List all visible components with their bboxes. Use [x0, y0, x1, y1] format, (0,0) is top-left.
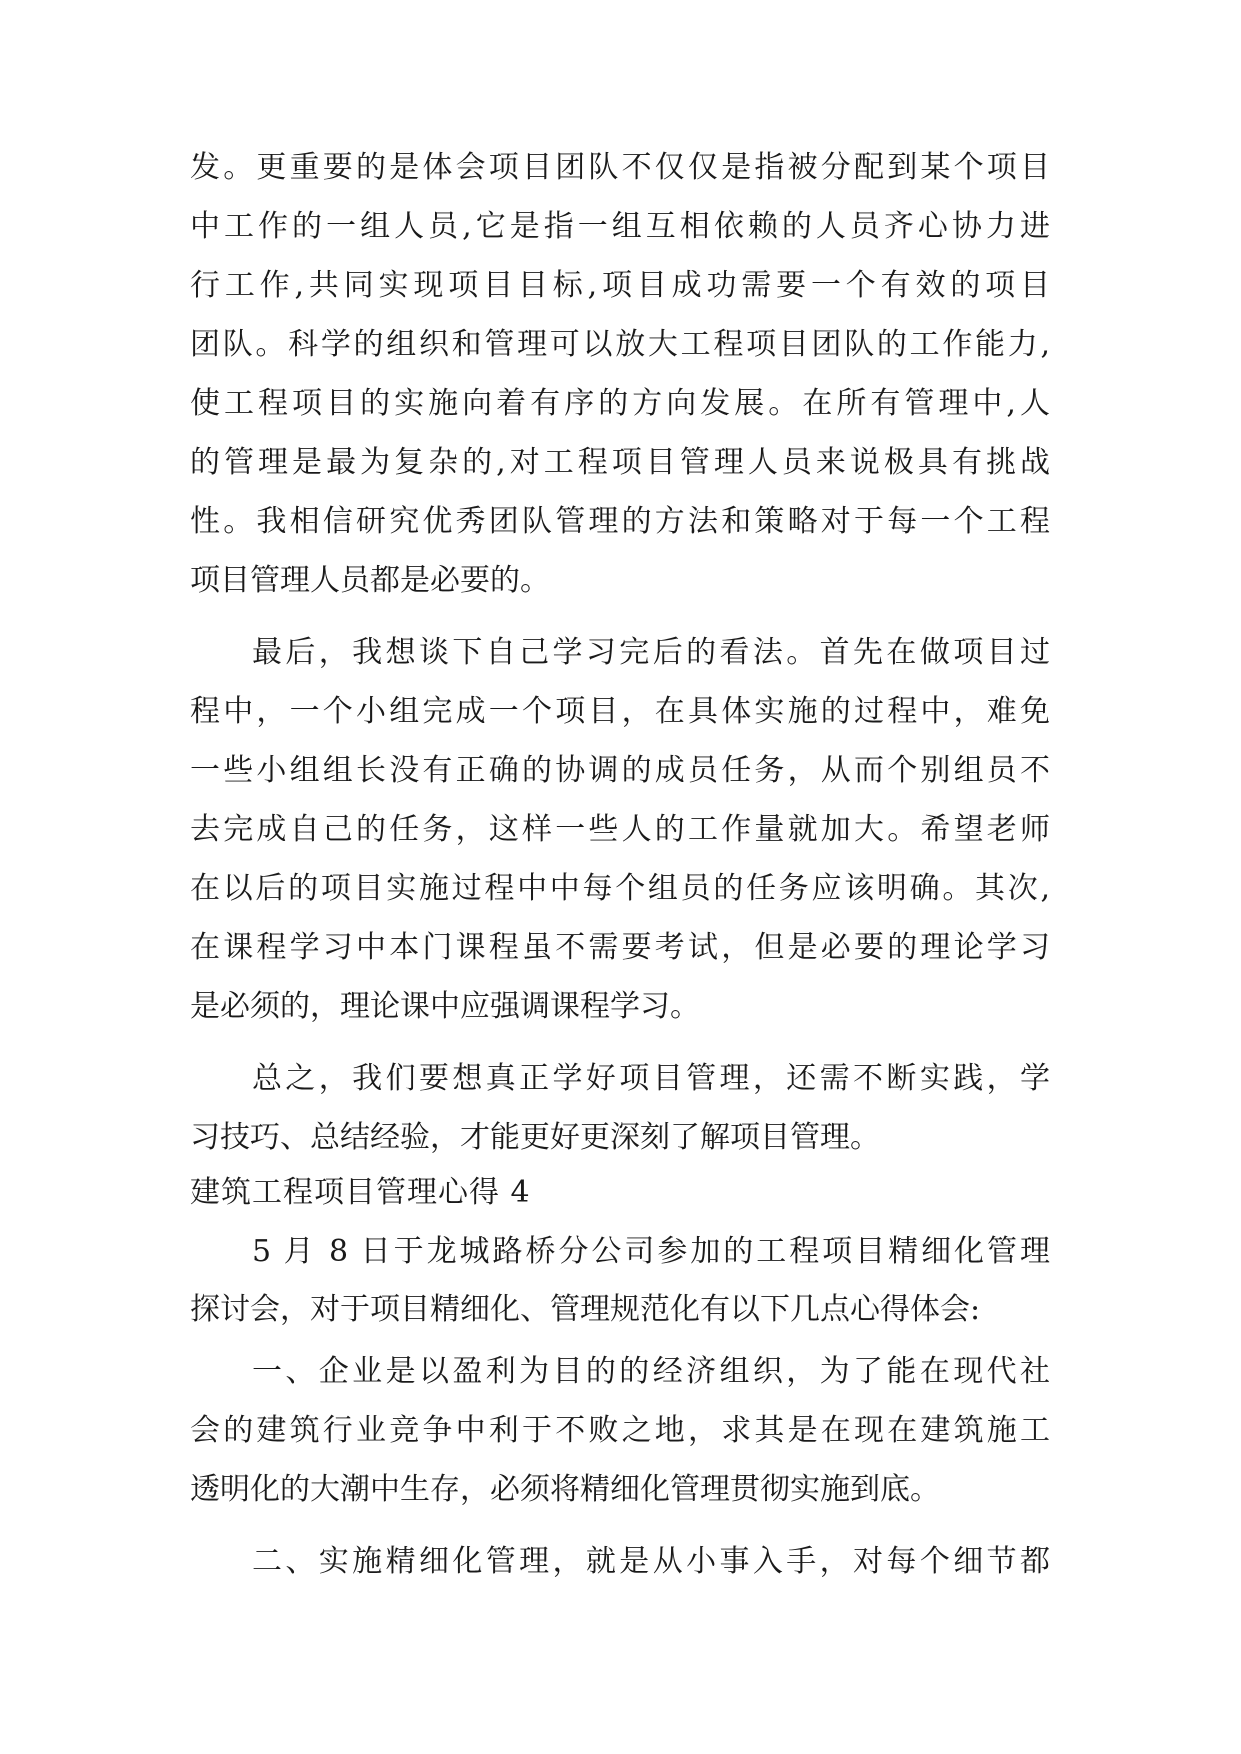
section-heading: 建筑工程项目管理心得 4 [190, 1175, 531, 1210]
paragraph-first-line: 总之，我们要想真正学好项目管理，还需不断实践，学 [252, 1061, 1050, 1096]
paragraph-line: 行工作,共同实现项目目标,项目成功需要一个有效的项目 [190, 268, 1050, 303]
paragraph-line: 在课程学习中本门课程虽不需要考试，但是必要的理论学习 [190, 930, 1050, 965]
paragraph-line: 习技巧、总结经验，才能更好更深刻了解项目管理。 [190, 1120, 880, 1155]
paragraph-line: 中工作的一组人员,它是指一组互相依赖的人员齐心协力进 [190, 209, 1050, 244]
paragraph-line: 项目管理人员都是必要的。 [190, 563, 550, 598]
paragraph-first-line: 5 月 8 日于龙城路桥分公司参加的工程项目精细化管理 [252, 1234, 1050, 1269]
paragraph-line: 程中，一个小组完成一个项目，在具体实施的过程中，难免 [190, 694, 1050, 729]
paragraph-line: 在以后的项目实施过程中中每个组员的任务应该明确。其次, [190, 871, 1050, 906]
paragraph-line: 探讨会，对于项目精细化、管理规范化有以下几点心得体会: [190, 1292, 981, 1327]
paragraph-line: 透明化的大潮中生存，必须将精细化管理贯彻实施到底。 [190, 1472, 940, 1507]
paragraph-line: 使工程项目的实施向着有序的方向发展。在所有管理中,人 [190, 386, 1050, 421]
paragraph-line: 一些小组组长没有正确的协调的成员任务，从而个别组员不 [190, 753, 1050, 788]
paragraph-line: 发。更重要的是体会项目团队不仅仅是指被分配到某个项目 [190, 150, 1050, 185]
paragraph-line: 的管理是最为复杂的,对工程项目管理人员来说极具有挑战 [190, 445, 1050, 480]
paragraph-first-line: 最后，我想谈下自己学习完后的看法。首先在做项目过 [252, 635, 1050, 670]
paragraph-first-line: 二、实施精细化管理，就是从小事入手，对每个细节都 [252, 1544, 1050, 1579]
paragraph-line: 是必须的，理论课中应强调课程学习。 [190, 989, 700, 1024]
paragraph-line: 团队。科学的组织和管理可以放大工程项目团队的工作能力, [190, 327, 1050, 362]
paragraph-line: 去完成自己的任务，这样一些人的工作量就加大。希望老师 [190, 812, 1050, 847]
paragraph-line: 会的建筑行业竞争中利于不败之地，求其是在现在建筑施工 [190, 1413, 1050, 1448]
paragraph-line: 性。我相信研究优秀团队管理的方法和策略对于每一个工程 [190, 504, 1050, 539]
paragraph-first-line: 一、企业是以盈利为目的的经济组织，为了能在现代社 [252, 1354, 1050, 1389]
